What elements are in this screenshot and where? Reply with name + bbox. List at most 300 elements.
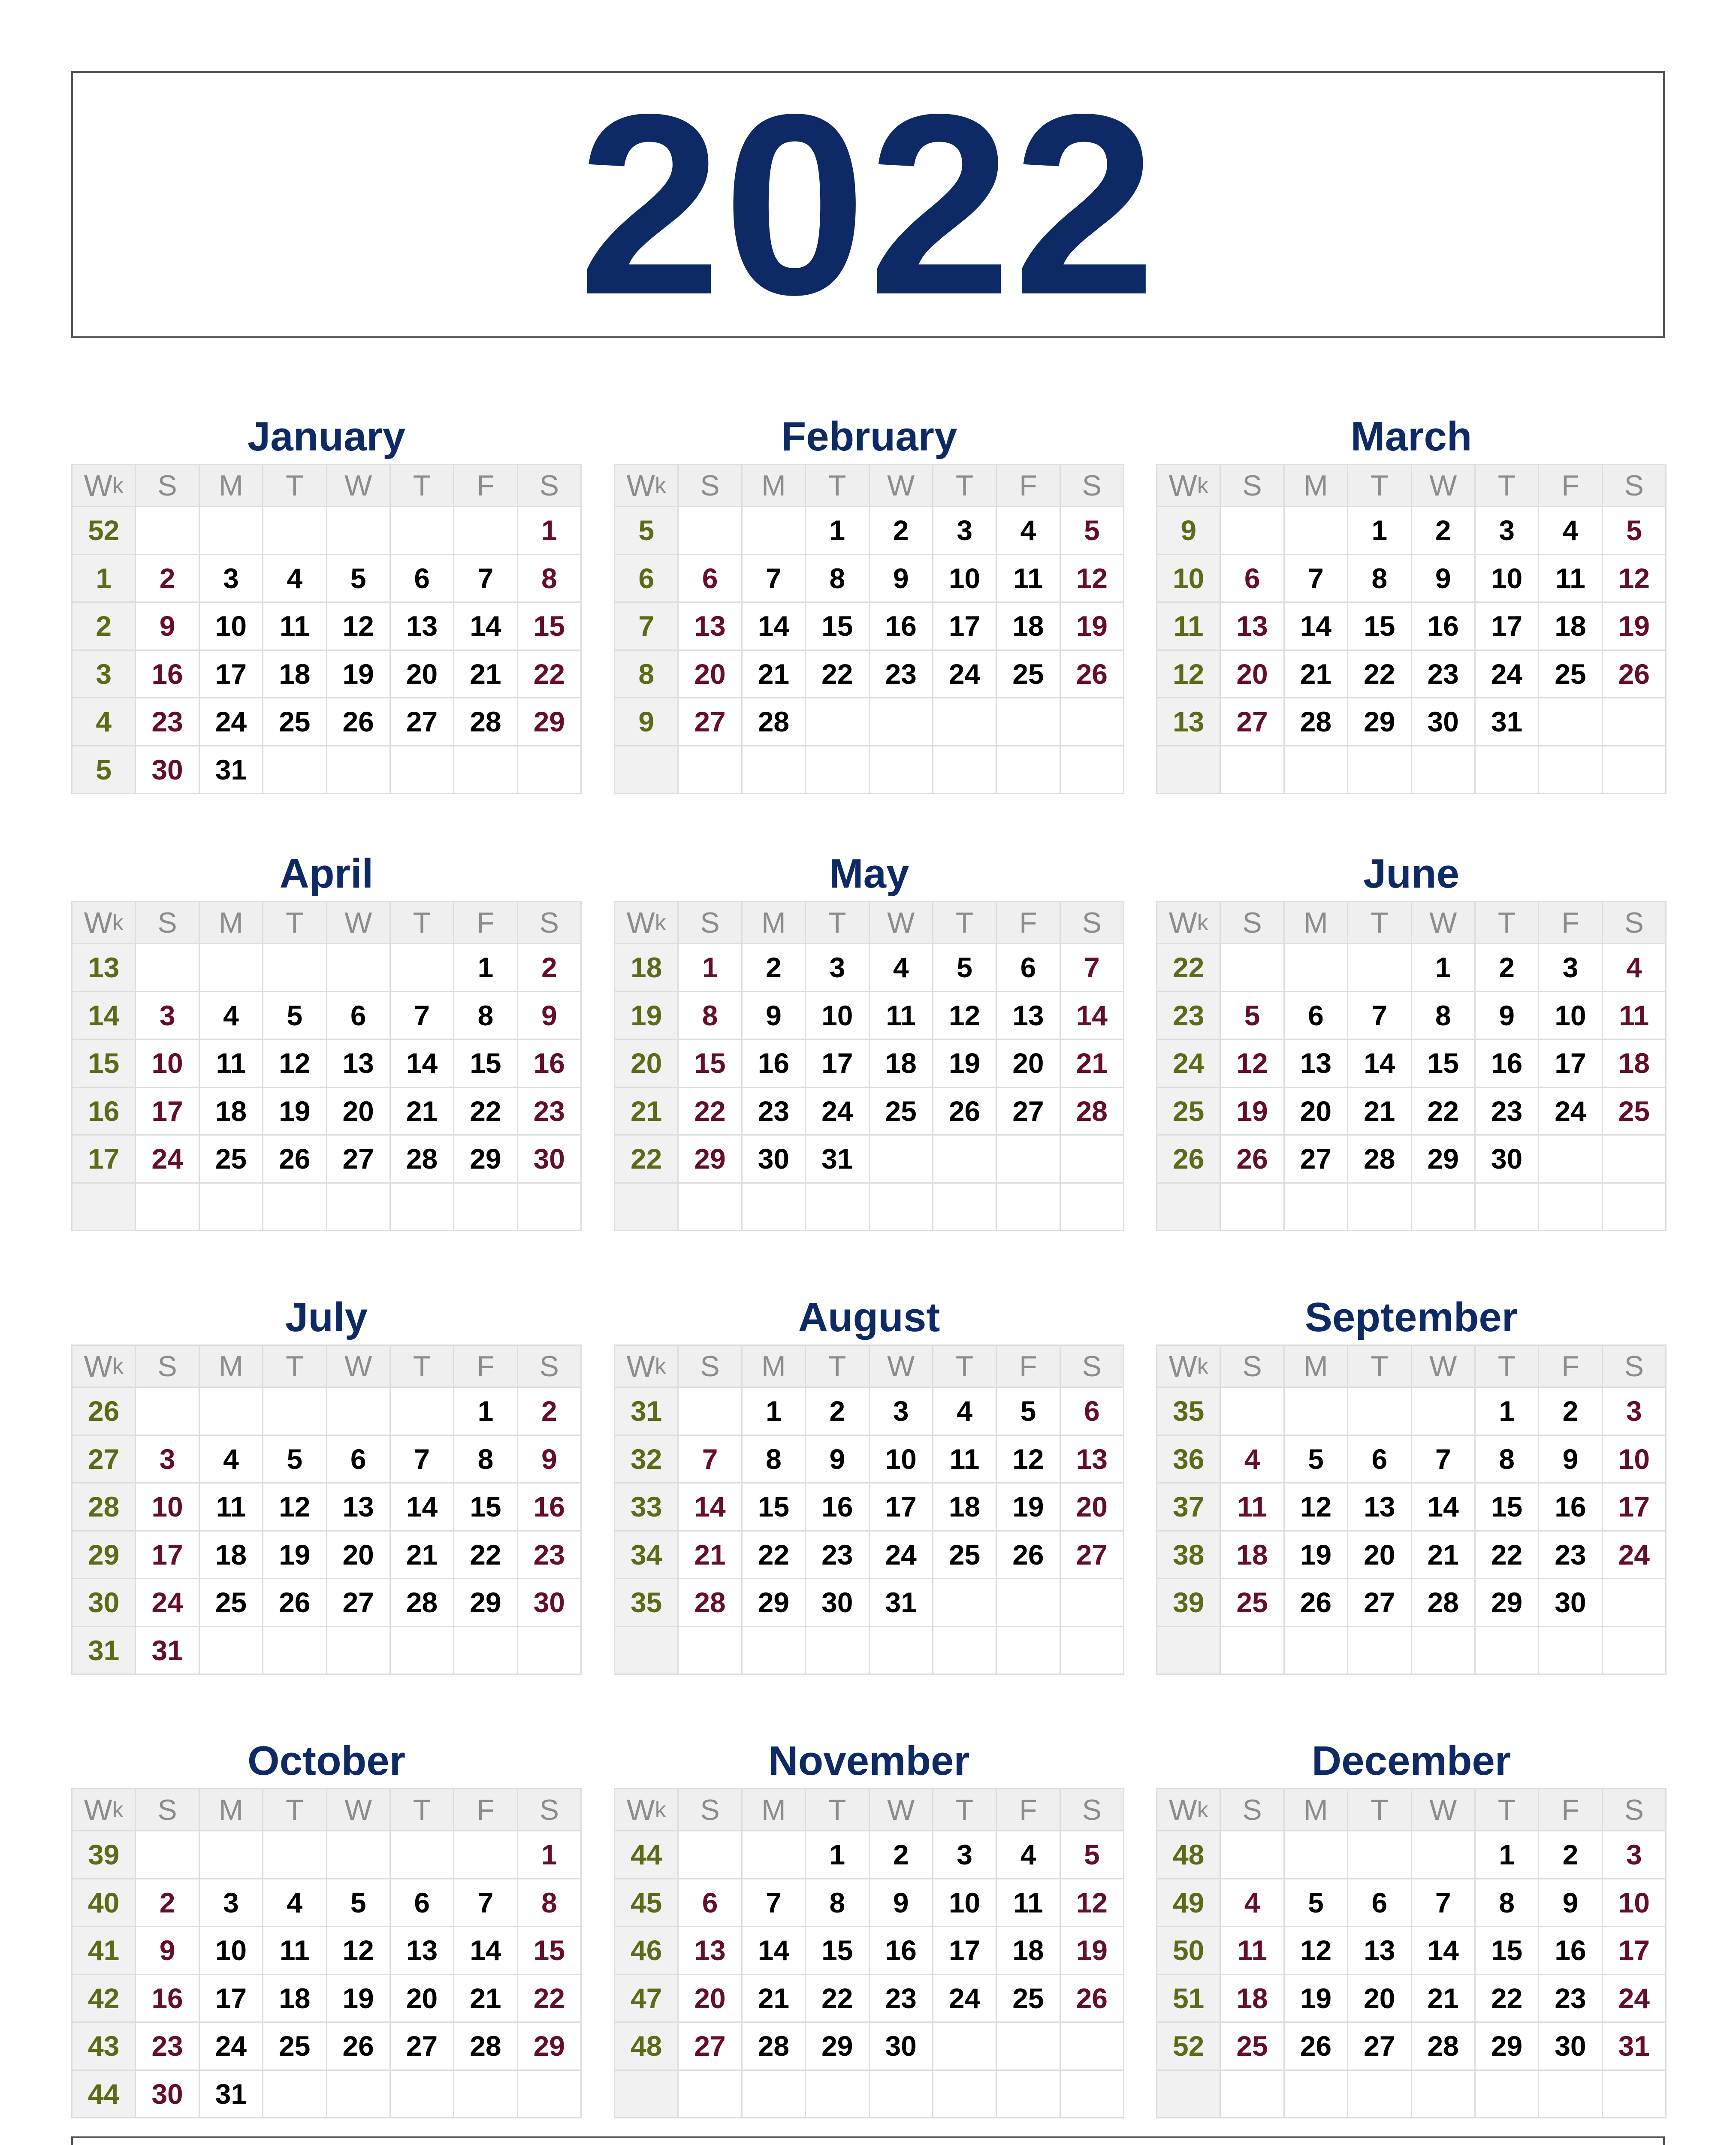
day-cell bbox=[1476, 2071, 1539, 2119]
month-june bbox=[1156, 844, 1667, 1231]
week-column-header bbox=[72, 465, 136, 507]
day-cell: 14 bbox=[743, 1927, 806, 1975]
day-cell: 8 bbox=[518, 555, 582, 603]
day-cell: 18 bbox=[263, 651, 327, 699]
day-cell: 19 bbox=[1285, 1532, 1348, 1580]
weekday-header: F bbox=[997, 902, 1060, 944]
month-may bbox=[614, 844, 1124, 1231]
weekday-header: F bbox=[454, 902, 518, 944]
month-grid bbox=[1156, 464, 1667, 794]
day-cell bbox=[679, 1388, 742, 1436]
month-september bbox=[1156, 1287, 1667, 1675]
day-cell: 15 bbox=[1476, 1927, 1539, 1975]
month-grid bbox=[614, 1788, 1124, 2118]
day-cell bbox=[391, 1184, 454, 1232]
day-cell: 20 bbox=[327, 1088, 391, 1136]
day-cell: 16 bbox=[136, 1975, 199, 2023]
day-cell: 17 bbox=[1603, 1927, 1667, 1975]
week-number: 30 bbox=[72, 1579, 136, 1627]
day-cell: 28 bbox=[454, 698, 518, 746]
weekday-header: S bbox=[1603, 1789, 1667, 1831]
day-cell: 14 bbox=[1348, 1040, 1412, 1088]
day-cell: 4 bbox=[200, 1436, 263, 1484]
day-cell: 7 bbox=[454, 555, 518, 603]
day-cell bbox=[263, 1388, 327, 1436]
day-cell: 6 bbox=[1221, 555, 1284, 603]
weekday-header: S bbox=[679, 1346, 742, 1388]
month-title: July bbox=[285, 1294, 368, 1340]
month-title: October bbox=[247, 1738, 406, 1784]
week-number: 43 bbox=[72, 2023, 136, 2071]
day-cell: 25 bbox=[997, 651, 1060, 699]
month-january bbox=[71, 407, 582, 794]
day-cell: 8 bbox=[1476, 1879, 1539, 1927]
weekday-header: S bbox=[1061, 902, 1124, 944]
day-cell: 30 bbox=[870, 2023, 933, 2071]
week-number: 13 bbox=[72, 944, 136, 992]
weekday-header: M bbox=[200, 465, 263, 507]
day-cell: 13 bbox=[391, 1927, 454, 1975]
weekday-header: F bbox=[454, 1346, 518, 1388]
day-cell: 8 bbox=[679, 992, 742, 1040]
weekday-header: T bbox=[933, 1789, 997, 1831]
week-header-sub: k bbox=[655, 1353, 666, 1379]
week-number: 25 bbox=[1157, 1088, 1221, 1136]
weekday-header: S bbox=[1061, 1789, 1124, 1831]
day-cell: 23 bbox=[806, 1532, 870, 1580]
month-grid bbox=[1156, 901, 1667, 1231]
day-cell: 12 bbox=[263, 1483, 327, 1532]
week-column-header bbox=[615, 465, 679, 507]
day-cell: 7 bbox=[454, 1879, 518, 1927]
week-number: 29 bbox=[72, 1532, 136, 1580]
day-cell: 1 bbox=[806, 507, 870, 555]
day-cell: 23 bbox=[1476, 1088, 1539, 1136]
day-cell: 17 bbox=[870, 1483, 933, 1532]
day-cell: 20 bbox=[327, 1532, 391, 1580]
weekday-header: M bbox=[743, 1346, 806, 1388]
day-cell bbox=[743, 1184, 806, 1232]
day-cell: 13 bbox=[1348, 1483, 1412, 1532]
week-header-letter: W bbox=[626, 1349, 655, 1383]
day-cell: 4 bbox=[1539, 507, 1603, 555]
day-cell bbox=[136, 944, 199, 992]
day-cell: 25 bbox=[200, 1579, 263, 1627]
day-cell bbox=[1539, 698, 1603, 746]
day-cell bbox=[933, 2023, 997, 2071]
day-cell: 30 bbox=[1412, 698, 1476, 746]
day-cell: 9 bbox=[1539, 1879, 1603, 1927]
weekday-header: T bbox=[933, 465, 997, 507]
day-cell bbox=[870, 2071, 933, 2119]
month-july bbox=[71, 1287, 582, 1675]
weekday-header: W bbox=[1412, 1789, 1476, 1831]
week-number: 44 bbox=[615, 1831, 679, 1879]
weekday-header: T bbox=[806, 465, 870, 507]
weekday-header: F bbox=[997, 465, 1060, 507]
week-number: 18 bbox=[615, 944, 679, 992]
day-cell: 29 bbox=[743, 1579, 806, 1627]
week-number: 51 bbox=[1157, 1975, 1221, 2023]
day-cell bbox=[870, 746, 933, 795]
day-cell: 21 bbox=[1348, 1088, 1412, 1136]
week-header-letter: W bbox=[84, 906, 112, 940]
month-title: May bbox=[829, 851, 909, 897]
day-cell: 30 bbox=[1539, 1579, 1603, 1627]
day-cell bbox=[518, 1627, 582, 1675]
weekday-header: S bbox=[1221, 465, 1284, 507]
day-cell bbox=[1476, 1184, 1539, 1232]
day-cell: 29 bbox=[1476, 2023, 1539, 2071]
day-cell: 28 bbox=[454, 2023, 518, 2071]
week-number: 22 bbox=[615, 1136, 679, 1184]
week-number: 36 bbox=[1157, 1436, 1221, 1484]
day-cell bbox=[1061, 2071, 1124, 2119]
weekday-header: T bbox=[806, 1346, 870, 1388]
day-cell bbox=[870, 1136, 933, 1184]
day-cell: 21 bbox=[391, 1532, 454, 1580]
week-number: 23 bbox=[1157, 992, 1221, 1040]
day-cell bbox=[806, 2071, 870, 2119]
day-cell bbox=[743, 507, 806, 555]
day-cell: 27 bbox=[1285, 1136, 1348, 1184]
week-number: 39 bbox=[1157, 1579, 1221, 1627]
week-number: 37 bbox=[1157, 1483, 1221, 1532]
day-cell: 3 bbox=[933, 1831, 997, 1879]
weekday-header: T bbox=[1348, 1346, 1412, 1388]
day-cell: 11 bbox=[1221, 1927, 1284, 1975]
month-grid bbox=[614, 901, 1124, 1231]
day-cell: 17 bbox=[200, 1975, 263, 2023]
day-cell: 11 bbox=[997, 555, 1060, 603]
day-cell: 11 bbox=[263, 1927, 327, 1975]
day-cell: 7 bbox=[679, 1436, 742, 1484]
week-number bbox=[615, 2071, 679, 2119]
day-cell: 29 bbox=[454, 1136, 518, 1184]
day-cell bbox=[997, 1136, 1060, 1184]
day-cell: 22 bbox=[679, 1088, 742, 1136]
week-number: 35 bbox=[1157, 1388, 1221, 1436]
month-december bbox=[1156, 1731, 1667, 2118]
week-header-letter: W bbox=[84, 1793, 112, 1827]
week-number: 24 bbox=[1157, 1040, 1221, 1088]
weekday-header: T bbox=[933, 1346, 997, 1388]
day-cell: 22 bbox=[1476, 1975, 1539, 2023]
month-november bbox=[614, 1731, 1124, 2118]
day-cell: 15 bbox=[454, 1040, 518, 1088]
day-cell: 13 bbox=[997, 992, 1060, 1040]
week-number: 35 bbox=[615, 1579, 679, 1627]
day-cell bbox=[679, 1627, 742, 1675]
day-cell bbox=[263, 746, 327, 795]
day-cell: 23 bbox=[136, 698, 199, 746]
day-cell: 22 bbox=[518, 651, 582, 699]
day-cell bbox=[1221, 746, 1284, 795]
day-cell bbox=[1603, 1136, 1667, 1184]
day-cell: 23 bbox=[1539, 1532, 1603, 1580]
day-cell: 20 bbox=[1061, 1483, 1124, 1532]
day-cell: 5 bbox=[1603, 507, 1667, 555]
weekday-header: S bbox=[679, 902, 742, 944]
day-cell bbox=[1348, 746, 1412, 795]
day-cell bbox=[1061, 1136, 1124, 1184]
day-cell bbox=[391, 2071, 454, 2119]
day-cell bbox=[1412, 1184, 1476, 1232]
day-cell bbox=[806, 698, 870, 746]
day-cell: 5 bbox=[327, 1879, 391, 1927]
week-number: 20 bbox=[615, 1040, 679, 1088]
day-cell bbox=[1603, 698, 1667, 746]
day-cell: 9 bbox=[806, 1436, 870, 1484]
day-cell: 5 bbox=[1285, 1436, 1348, 1484]
day-cell: 3 bbox=[136, 992, 199, 1040]
day-cell: 5 bbox=[263, 992, 327, 1040]
year-banner bbox=[71, 61, 1665, 348]
day-cell: 14 bbox=[391, 1483, 454, 1532]
day-cell bbox=[1539, 1627, 1603, 1675]
footer-box bbox=[71, 2136, 1665, 2145]
day-cell: 29 bbox=[679, 1136, 742, 1184]
day-cell: 15 bbox=[1348, 603, 1412, 651]
day-cell: 3 bbox=[1476, 507, 1539, 555]
week-number: 47 bbox=[615, 1975, 679, 2023]
day-cell: 1 bbox=[1348, 507, 1412, 555]
day-cell bbox=[1539, 1136, 1603, 1184]
day-cell bbox=[327, 944, 391, 992]
day-cell: 18 bbox=[870, 1040, 933, 1088]
weekday-header: T bbox=[391, 1346, 454, 1388]
weekday-header: S bbox=[136, 902, 199, 944]
day-cell: 6 bbox=[391, 1879, 454, 1927]
day-cell bbox=[806, 1627, 870, 1675]
day-cell bbox=[997, 1579, 1060, 1627]
day-cell: 6 bbox=[1285, 992, 1348, 1040]
week-number: 5 bbox=[72, 746, 136, 795]
weekday-header: M bbox=[743, 1789, 806, 1831]
day-cell: 8 bbox=[743, 1436, 806, 1484]
month-title: August bbox=[798, 1294, 940, 1340]
weekday-header: W bbox=[1412, 902, 1476, 944]
weekday-header: F bbox=[454, 1789, 518, 1831]
day-cell bbox=[870, 1184, 933, 1232]
week-number: 50 bbox=[1157, 1927, 1221, 1975]
day-cell: 20 bbox=[391, 1975, 454, 2023]
day-cell: 28 bbox=[743, 2023, 806, 2071]
day-cell: 4 bbox=[933, 1388, 997, 1436]
weekday-header: W bbox=[1412, 465, 1476, 507]
day-cell: 25 bbox=[1221, 2023, 1284, 2071]
week-column-header bbox=[72, 1346, 136, 1388]
day-cell: 18 bbox=[200, 1088, 263, 1136]
week-header-sub: k bbox=[112, 1353, 124, 1379]
day-cell: 28 bbox=[391, 1579, 454, 1627]
day-cell: 20 bbox=[1285, 1088, 1348, 1136]
day-cell: 16 bbox=[1412, 603, 1476, 651]
day-cell: 12 bbox=[327, 603, 391, 651]
month-april bbox=[71, 844, 582, 1231]
day-cell: 17 bbox=[1476, 603, 1539, 651]
day-cell: 25 bbox=[263, 2023, 327, 2071]
day-cell: 10 bbox=[1603, 1879, 1667, 1927]
day-cell: 31 bbox=[200, 2071, 263, 2119]
week-header-letter: W bbox=[626, 906, 655, 940]
day-cell bbox=[327, 507, 391, 555]
day-cell: 17 bbox=[136, 1088, 199, 1136]
day-cell: 5 bbox=[327, 555, 391, 603]
month-grid bbox=[71, 1788, 582, 2118]
day-cell: 18 bbox=[1221, 1975, 1284, 2023]
day-cell bbox=[200, 507, 263, 555]
day-cell: 28 bbox=[391, 1136, 454, 1184]
day-cell bbox=[1221, 507, 1284, 555]
day-cell: 26 bbox=[263, 1136, 327, 1184]
day-cell: 13 bbox=[391, 603, 454, 651]
month-grid bbox=[614, 1344, 1124, 1675]
weekday-header: T bbox=[1348, 465, 1412, 507]
day-cell: 18 bbox=[997, 1927, 1060, 1975]
day-cell: 17 bbox=[806, 1040, 870, 1088]
day-cell bbox=[1539, 746, 1603, 795]
day-cell: 29 bbox=[454, 1579, 518, 1627]
weekday-header: M bbox=[1285, 902, 1348, 944]
day-cell: 19 bbox=[263, 1532, 327, 1580]
day-cell bbox=[1285, 1627, 1348, 1675]
day-cell: 2 bbox=[806, 1388, 870, 1436]
day-cell: 23 bbox=[518, 1532, 582, 1580]
day-cell: 21 bbox=[743, 1975, 806, 2023]
week-header-sub: k bbox=[1197, 1797, 1208, 1822]
day-cell bbox=[1061, 2023, 1124, 2071]
day-cell: 26 bbox=[1285, 2023, 1348, 2071]
day-cell bbox=[1603, 1579, 1667, 1627]
week-number: 31 bbox=[72, 1627, 136, 1675]
day-cell: 28 bbox=[1348, 1136, 1412, 1184]
day-cell: 7 bbox=[391, 1436, 454, 1484]
week-number bbox=[1157, 2071, 1221, 2119]
day-cell: 7 bbox=[1285, 555, 1348, 603]
day-cell bbox=[327, 1184, 391, 1232]
day-cell: 31 bbox=[136, 1627, 199, 1675]
day-cell bbox=[1603, 2071, 1667, 2119]
day-cell bbox=[679, 2071, 742, 2119]
day-cell: 14 bbox=[1285, 603, 1348, 651]
weekday-header: S bbox=[679, 1789, 742, 1831]
day-cell: 30 bbox=[1476, 1136, 1539, 1184]
day-cell bbox=[391, 746, 454, 795]
day-cell: 16 bbox=[1476, 1040, 1539, 1088]
month-title: March bbox=[1350, 414, 1472, 459]
day-cell: 25 bbox=[933, 1532, 997, 1580]
day-cell bbox=[933, 1627, 997, 1675]
day-cell: 23 bbox=[870, 651, 933, 699]
week-number bbox=[72, 1184, 136, 1232]
day-cell: 22 bbox=[1348, 651, 1412, 699]
day-cell: 11 bbox=[870, 992, 933, 1040]
day-cell: 7 bbox=[391, 992, 454, 1040]
day-cell bbox=[263, 1831, 327, 1879]
week-number: 19 bbox=[615, 992, 679, 1040]
weekday-header: S bbox=[136, 465, 199, 507]
week-number: 15 bbox=[72, 1040, 136, 1088]
day-cell: 26 bbox=[933, 1088, 997, 1136]
day-cell: 27 bbox=[1348, 1579, 1412, 1627]
day-cell: 21 bbox=[1412, 1532, 1476, 1580]
weekday-header: S bbox=[1603, 465, 1667, 507]
day-cell bbox=[806, 1184, 870, 1232]
day-cell: 31 bbox=[870, 1579, 933, 1627]
weekday-header: F bbox=[454, 465, 518, 507]
day-cell bbox=[870, 698, 933, 746]
day-cell: 13 bbox=[327, 1040, 391, 1088]
day-cell: 20 bbox=[679, 651, 742, 699]
day-cell bbox=[1348, 1627, 1412, 1675]
day-cell: 6 bbox=[679, 555, 742, 603]
day-cell: 16 bbox=[1539, 1483, 1603, 1532]
day-cell bbox=[997, 1627, 1060, 1675]
day-cell: 23 bbox=[1412, 651, 1476, 699]
day-cell: 6 bbox=[679, 1879, 742, 1927]
week-header-letter: W bbox=[84, 1349, 112, 1383]
day-cell: 15 bbox=[1476, 1483, 1539, 1532]
month-title: April bbox=[279, 851, 374, 897]
day-cell bbox=[136, 507, 199, 555]
weekday-header: T bbox=[1476, 465, 1539, 507]
day-cell: 25 bbox=[997, 1975, 1060, 2023]
day-cell: 2 bbox=[136, 1879, 199, 1927]
day-cell bbox=[679, 1831, 742, 1879]
day-cell: 31 bbox=[200, 746, 263, 795]
day-cell: 5 bbox=[1061, 507, 1124, 555]
day-cell bbox=[200, 1184, 263, 1232]
day-cell: 29 bbox=[1348, 698, 1412, 746]
day-cell: 30 bbox=[518, 1136, 582, 1184]
day-cell bbox=[1285, 944, 1348, 992]
day-cell bbox=[1285, 746, 1348, 795]
day-cell: 27 bbox=[997, 1088, 1060, 1136]
weekday-header: T bbox=[1476, 902, 1539, 944]
day-cell: 10 bbox=[1603, 1436, 1667, 1484]
weekday-header: M bbox=[200, 902, 263, 944]
day-cell: 10 bbox=[1476, 555, 1539, 603]
week-header-letter: W bbox=[1168, 468, 1197, 502]
day-cell: 18 bbox=[1603, 1040, 1667, 1088]
week-number: 22 bbox=[1157, 944, 1221, 992]
week-number: 8 bbox=[615, 651, 679, 699]
day-cell: 21 bbox=[1412, 1975, 1476, 2023]
year-title: 2022 bbox=[578, 61, 1158, 348]
week-number bbox=[615, 1184, 679, 1232]
day-cell: 10 bbox=[933, 555, 997, 603]
day-cell: 9 bbox=[136, 1927, 199, 1975]
weekday-header: W bbox=[327, 465, 391, 507]
week-number: 6 bbox=[615, 555, 679, 603]
day-cell: 3 bbox=[1603, 1831, 1667, 1879]
day-cell: 26 bbox=[1061, 651, 1124, 699]
week-number: 9 bbox=[1157, 507, 1221, 555]
month-title: November bbox=[768, 1738, 970, 1784]
day-cell bbox=[743, 1831, 806, 1879]
week-number: 28 bbox=[72, 1483, 136, 1532]
day-cell: 19 bbox=[263, 1088, 327, 1136]
weekday-header: S bbox=[1061, 465, 1124, 507]
day-cell: 22 bbox=[454, 1088, 518, 1136]
day-cell: 24 bbox=[1539, 1088, 1603, 1136]
week-header-sub: k bbox=[112, 910, 124, 935]
day-cell: 11 bbox=[1539, 555, 1603, 603]
week-number: 16 bbox=[72, 1088, 136, 1136]
day-cell bbox=[743, 746, 806, 795]
week-column-header bbox=[615, 902, 679, 944]
